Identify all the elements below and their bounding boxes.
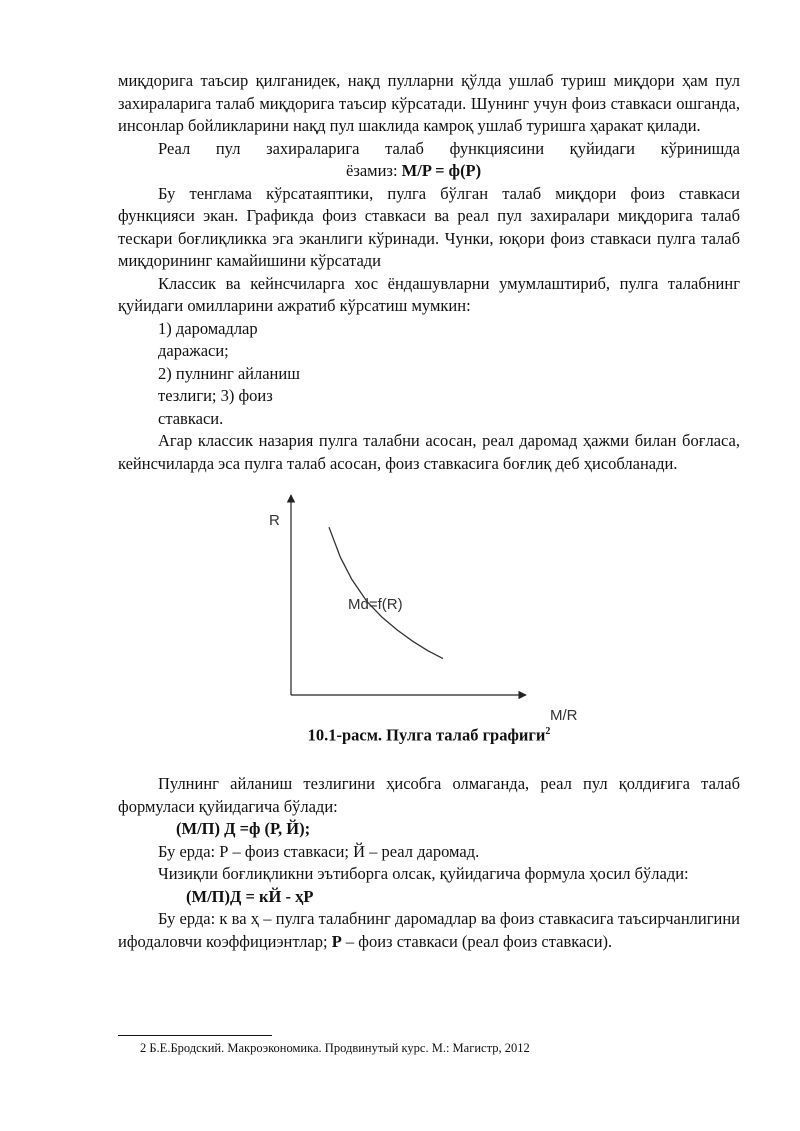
paragraph-linear: Чизиқли боғлиқликни эътиборга олсак, қуйидагича формула ҳосил бўлади: (158, 864, 689, 883)
formula-linear: (M/П)Д = кЙ - ҳР (186, 886, 314, 906)
paragraph-function-line1: Реал пул захираларига талаб функциясини қуйидаги кўринишда (158, 138, 740, 158)
list-item: тезлиги; 3) фоиз (158, 386, 273, 405)
series-label-md: Md=f(R) (348, 596, 403, 613)
coefficients-text-c: – фоиз ставкаси (реал фоиз ставкаси). (341, 931, 613, 951)
paragraph-equation-meaning: Бу тенглама кўрсатаяптики, пулга бўлган талаб миқдори фоиз ставкаси функцияси экан. Графикда фоиз ставкаси ва реал пул захиралари миқдорига талаб тескари боғлиқликка эга эканлиги кўринади. Чунки, юқори фоиз ставкаси пулга талаб миқдорининг камайишини кўрсатади (118, 183, 740, 270)
paragraph-function-line2 (118, 160, 740, 183)
list-item: даражаси; (158, 341, 229, 360)
footnote: 2 Б.Е.Бродский. Макроэкономика. Продвинутый курс. М.: Магистр, 2012 (140, 1041, 530, 1055)
footnote-divider (118, 1035, 272, 1036)
list-item: ставкаси. (158, 408, 224, 428)
coefficients-text-bold: Р (331, 931, 342, 951)
factor-list (158, 318, 740, 431)
paragraph-classic-vs-keynes: Агар классик назария пулга талабни асосан, реал даромад ҳажми билан боғласа, кейнсчиларда эса пулга талаб асосан, фоиз ставкасига боғлиқ деб ҳисобланади. (118, 431, 740, 473)
x-axis-label: M/R (550, 707, 578, 721)
money-demand-chart (118, 483, 740, 721)
figure-caption-text: 10.1-расм. Пулга талаб графиги (307, 725, 546, 745)
coefficients-text-a: Бу ерда: к ва ҳ – пулга талабнинг даромадлар ва фоиз ставкасига таъсирчанлигини ифодаловчи коэффициэнтлар; (118, 909, 740, 951)
paragraph-coefficients (118, 908, 740, 953)
series-line-md (329, 527, 443, 658)
paragraph-formula-intro: Пулнинг айланиш тезлигини ҳисобга олмаганда, реал пул қолдиғига талаб формуласи қуйидагича бўлади: (118, 774, 740, 816)
paragraph-intro: миқдорига таъсир қилганидек, нақд пулларни қўлда ушлаб туриш миқдори ҳам пул захираларига талаб миқдорига таъсир кўрсатади. Шунинг учун фоиз ставкаси ошганда, инсонлар бойликларини нақд пул шаклида камроқ ушлаб туришга ҳаракат қилади. (118, 71, 740, 135)
list-item: 1) даромадлар (158, 318, 258, 338)
formula-money-demand: M/P = ф(P) (401, 161, 482, 180)
formula-real-balance: (M/П) Д =ф (Р, Й); (176, 819, 311, 838)
y-axis-label: R (269, 512, 280, 529)
page-body (118, 70, 740, 953)
list-item: 2) пулнинг айланиш (158, 363, 300, 383)
paragraph-function-prefix: ёзамиз: (346, 161, 402, 180)
paragraph-factors: Классик ва кейнсчиларга хос ёндашувларни умумлаштириб, пулга талабнинг қуйидаги омилларини ажратиб кўрсатиш мумкин: (118, 273, 740, 315)
footnote-ref: 2 (545, 726, 551, 737)
paragraph-where: Бу ерда: Р – фоиз ставкаси; Й – реал даромад. (158, 841, 480, 861)
figure-caption (118, 721, 740, 747)
figure-money-demand (118, 483, 740, 721)
